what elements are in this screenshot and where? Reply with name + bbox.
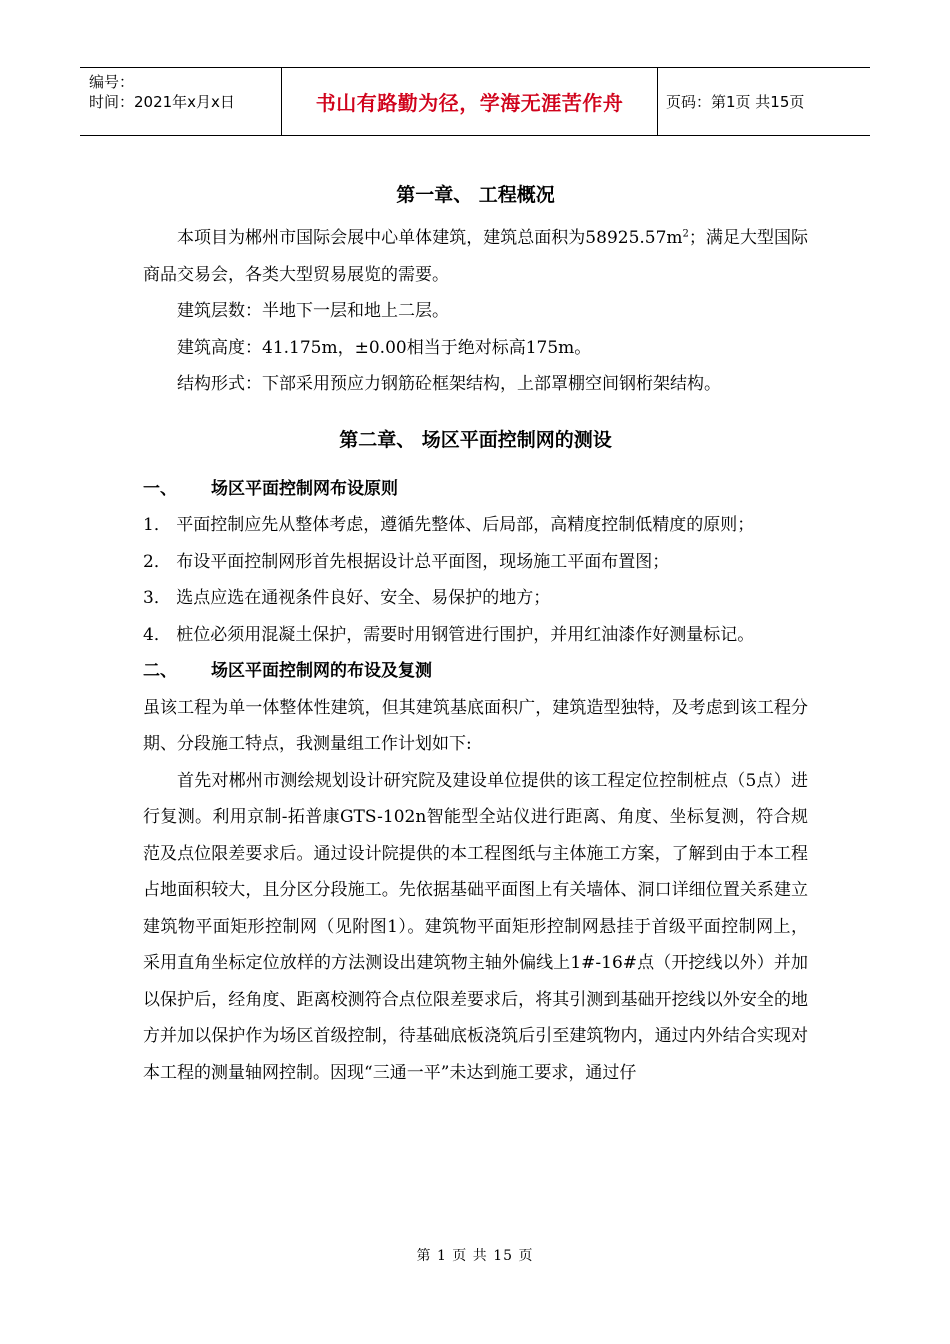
area-superscript: 2 (682, 228, 689, 240)
document-body (143, 170, 808, 1091)
section-1-number: 一、 (143, 478, 177, 499)
section-2-number: 二、 (143, 661, 177, 681)
header-table (80, 67, 870, 136)
header-page-cell (658, 68, 870, 135)
list-item: 3． 选点应选在通视条件良好、安全、易保护的地方； (143, 588, 551, 608)
section-1-title: 场区平面控制网布设原则 (211, 478, 398, 499)
chapter-1-title: 第一章、 工程概况 (396, 184, 555, 206)
section-2-title: 场区平面控制网的布设及复测 (211, 661, 432, 681)
chapter-1-paragraph-1 (143, 220, 808, 293)
area-text-cont: ；满足大型国际商品交易会，各类大型贸易展览的需要。 (143, 228, 808, 285)
section-1-heading (143, 471, 808, 508)
area-text: 本项目为郴州市国际会展中心单体建筑，建筑总面积为58925.57m (177, 228, 683, 248)
chapter-1-paragraph-4: 结构形式：下部采用预应力钢筋砼框架结构，上部罩棚空间钢桁架结构。 (177, 374, 721, 394)
list-item: 1． 平面控制应先从整体考虑，遵循先整体、后局部，高精度控制低精度的原则； (143, 515, 755, 535)
list-item: 2． 布设平面控制网形首先根据设计总平面图，现场施工平面布置图； (143, 551, 670, 572)
header-motto-cell (281, 68, 658, 135)
header-left-cell (80, 68, 281, 135)
section-2-intro: 虽该工程为单一体整体性建筑，但其建筑基底面积广，建筑造型独特，及考虑到该工程分期、分段施工特点，我测量组工作计划如下: (143, 697, 808, 754)
list-item: 4． 桩位必须用混凝土保护，需要时用钢管进行围护，并用红油漆作好测量标记。 (143, 624, 755, 645)
motto-text: 书山有路勤为径，学海无涯苦作舟 (315, 91, 624, 115)
chapter-2-title: 第二章、 场区平面控制网的测设 (339, 428, 612, 451)
section-2-heading (143, 653, 808, 690)
chapter-1-paragraph-2: 建筑层数：半地下一层和地上二层。 (177, 301, 449, 321)
page-footer: 第 1 页 共 15 页 (416, 1248, 534, 1264)
time-label: 时间：2021年x月x日 (89, 93, 235, 111)
chapter-1-paragraph-3: 建筑高度：41.175m，±0.00相当于绝对标高175m。 (177, 337, 592, 358)
page-info: 页码：第1页 共15页 (666, 93, 805, 111)
number-label: 编号： (89, 73, 135, 91)
section-2-main-paragraph: 首先对郴州市测绘规划设计研究院及建设单位提供的该工程定位控制桩点（5点）进行复测。利用京制-拓普康GTS-102n智能型全站仪进行距离、角度、坐标复测，符合规范及点位限差要求后。通过设计院提供的本工程图纸与主体施工方案，了解到由于本工程占地面积较大，且分区分段施工。先依据基础平面图上有关墙体、洞口详细位置关系建立建筑物平面矩形控制网（见附图1）。建筑物平面矩形控制网悬挂于首级平面控制网上，采用直角坐标定位放样的方法测设出建筑物主轴外偏线上1#-16#点（开挖线以外）并加以保护后，经角度、距离校测符合点位限差要求后，将其引测到基础开挖线以外安全的地方并加以保护作为场区首级控制，待基础底板浇筑后引至建筑物内，通过内外结合实现对本工程的测量轴网控制。因现“三通一平”未达到施工要求，通过仔 (143, 770, 808, 1083)
